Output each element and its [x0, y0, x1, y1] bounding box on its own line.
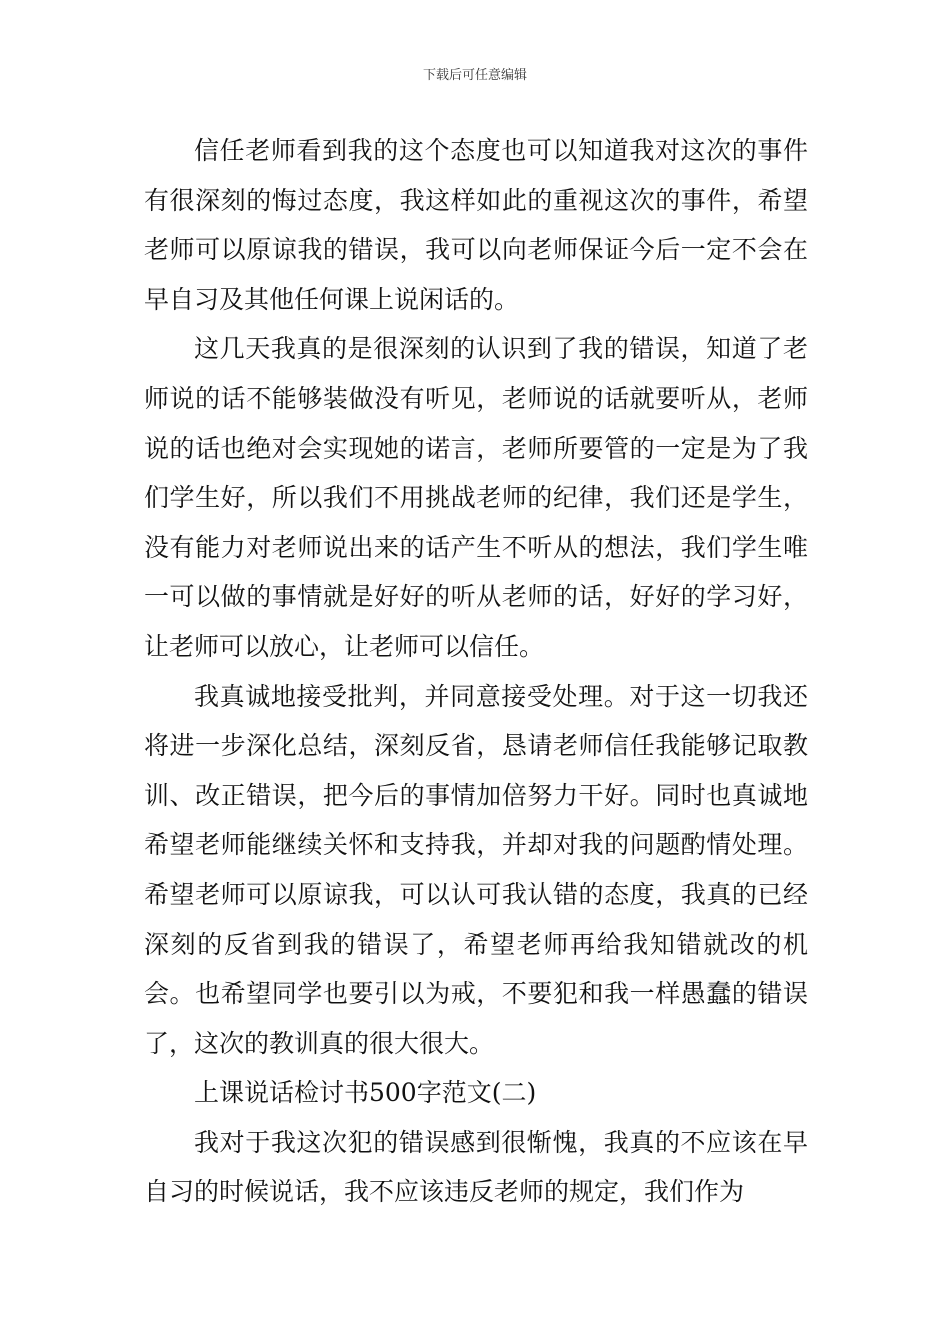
paragraph-3: 我真诚地接受批判，并同意接受处理。对于这一切我还将进一步深化总结，深刻反省，恳请老师信任我能够记取教训、改正错误，把今后的事情加倍努力干好。同时也真诚地希望老师能继续关怀和支持我，并却对我的问题酌情处理。希望老师可以原谅我，可以认可我认错的态度，我真的已经深刻的反省到我的错误了，希望老师再给我知错就改的机会。也希望同学也要引以为戒，不要犯和我一样愚蠢的错误了，这次的教训真的很大很大。: [144, 681, 808, 1058]
paragraph-1: 信任老师看到我的这个态度也可以知道我对这次的事件有很深刻的悔过态度，我这样如此的重视这次的事件，希望老师可以原谅我的错误，我可以向老师保证今后一定不会在早自习及其他任何课上说闲话的。: [144, 136, 808, 314]
section-heading: 上课说话检讨书500字范文(二): [194, 1078, 537, 1108]
paragraph-4: 我对于我这次犯的错误感到很惭愧，我真的不应该在早自习的时候说话，我不应该违反老师的规定，我们作为: [144, 1127, 808, 1207]
page-header: 下载后可任意编辑: [422, 68, 527, 83]
paragraph-2: 这几天我真的是很深刻的认识到了我的错误，知道了老师说的话不能够装做没有听见，老师说的话就要听从，老师说的话也绝对会实现她的诺言，老师所要管的一定是为了我们学生好，所以我们不用挑战老师的纪律，我们还是学生，没有能力对老师说出来的话产生不听从的想法，我们学生唯一可以做的事情就是好好的听从老师的话，好好的学习好，让老师可以放心，让老师可以信任。: [144, 334, 808, 661]
document-body: [144, 126, 808, 1217]
